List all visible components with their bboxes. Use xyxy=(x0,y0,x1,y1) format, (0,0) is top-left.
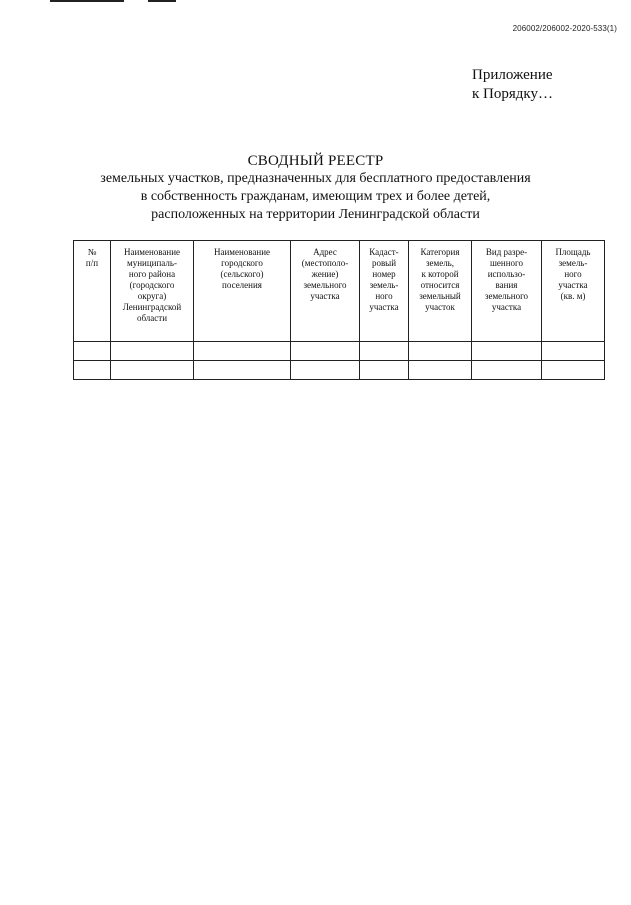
column-header-number: № п/п xyxy=(74,241,111,342)
appendix-line: к Порядку… xyxy=(472,86,553,102)
table-cell xyxy=(291,361,360,380)
scan-edge-mark xyxy=(148,0,176,2)
table-cell xyxy=(409,361,472,380)
table-cell xyxy=(74,342,111,361)
column-header-land-category: Категория земель, к которой относится земельный участок xyxy=(409,241,472,342)
column-header-settlement: Наименование городского (сельского) поселения xyxy=(194,241,291,342)
table-header-row xyxy=(74,241,605,342)
table-cell xyxy=(542,361,605,380)
document-registration-number: 206002/206002-2020-533(1) xyxy=(512,24,617,33)
table-cell xyxy=(360,361,409,380)
title-subtitle-line: в собственность гражданам, имеющим трех и более детей, xyxy=(140,189,491,204)
column-header-permitted-use: Вид разре- шенного использо- вания земельного участка xyxy=(472,241,542,342)
column-header-cadastral-number: Кадаст- ровый номер земель- ного участка xyxy=(360,241,409,342)
table-cell xyxy=(542,342,605,361)
registry-table xyxy=(73,240,605,380)
appendix-reference xyxy=(472,66,553,104)
appendix-line: Приложение xyxy=(472,67,553,83)
title-subtitle-line: расположенных на территории Ленинградской области xyxy=(151,207,480,222)
table-cell xyxy=(111,361,194,380)
column-header-area: Площадь земель- ного участка (кв. м) xyxy=(542,241,605,342)
column-header-municipal-district: Наименование муниципаль- ного района (городского округа) Ленинградской области xyxy=(111,241,194,342)
table-cell xyxy=(360,342,409,361)
table-cell xyxy=(111,342,194,361)
table-row xyxy=(74,342,605,361)
table-cell xyxy=(409,342,472,361)
table-cell xyxy=(74,361,111,380)
title-heading: СВОДНЫЙ РЕЕСТР xyxy=(247,153,384,169)
table-cell xyxy=(194,361,291,380)
table-cell xyxy=(194,342,291,361)
title-subtitle-line: земельных участков, предназначенных для бесплатного предоставления xyxy=(100,171,531,186)
table-cell xyxy=(291,342,360,361)
table-cell xyxy=(472,361,542,380)
table-row xyxy=(74,361,605,380)
column-header-address: Адрес (местополо- жение) земельного участка xyxy=(291,241,360,342)
table-cell xyxy=(472,342,542,361)
document-title xyxy=(0,152,631,224)
scan-edge-mark xyxy=(50,0,124,2)
